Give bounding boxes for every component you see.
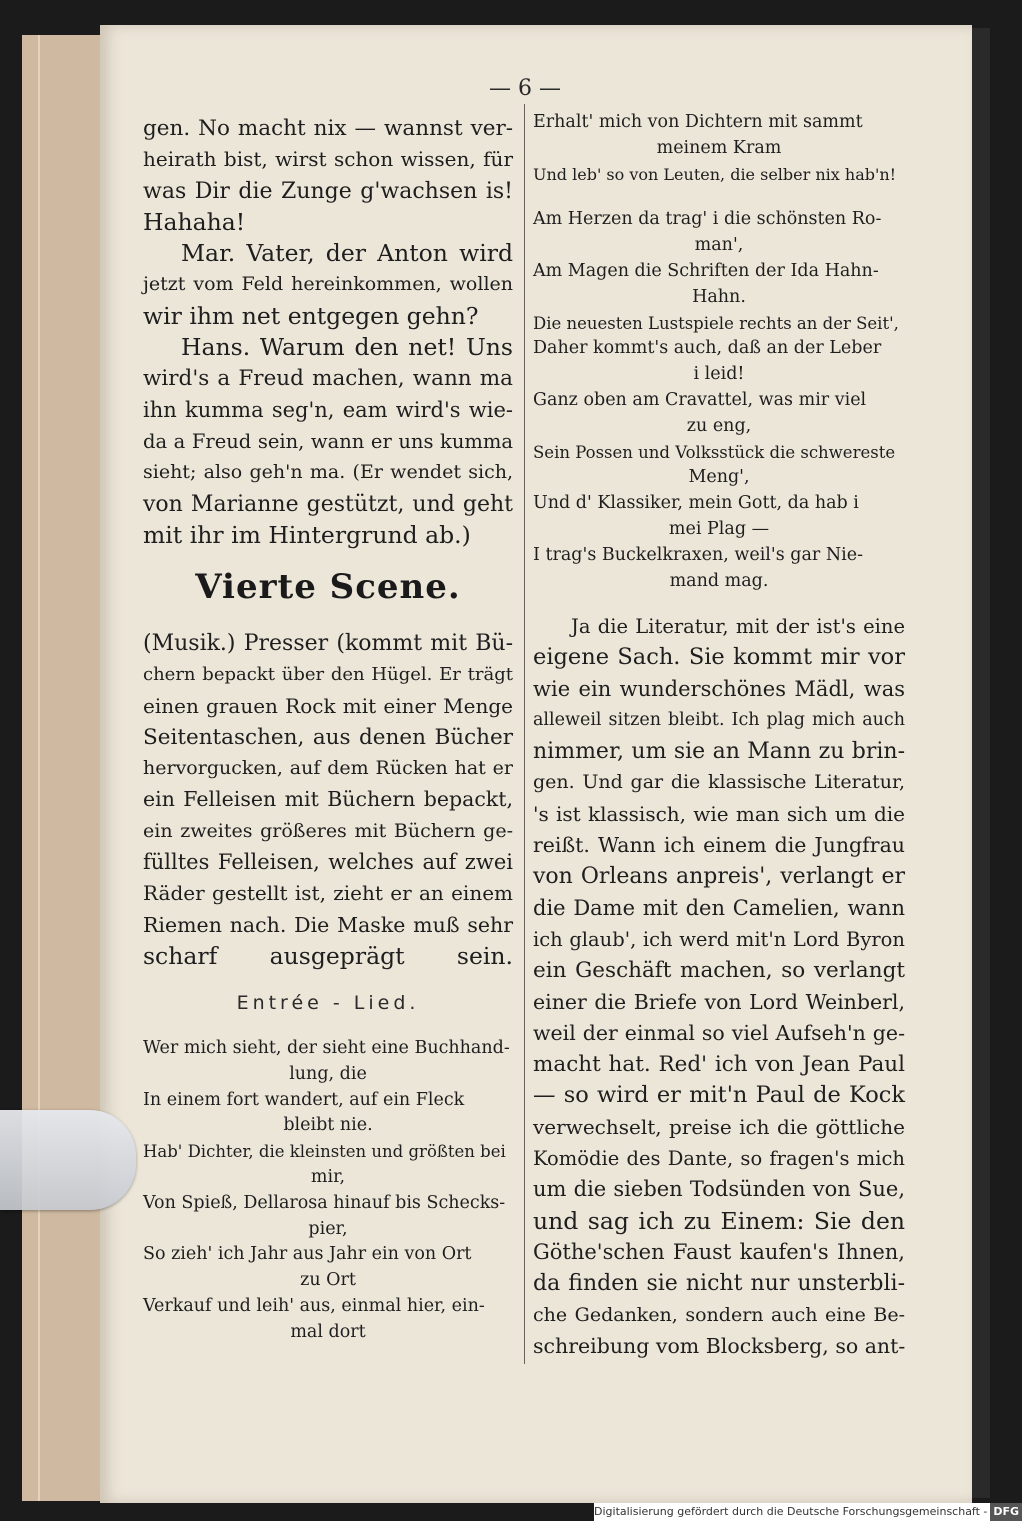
verse-line: In einem fort wandert, auf ein Fleck	[143, 1089, 465, 1110]
text-line: 's ist klassisch, wie man sich um die	[533, 801, 905, 826]
text-line: ich glaub', ich werd mit'n Lord Byron	[533, 927, 905, 951]
scan-clip	[0, 1110, 136, 1210]
text-line: Ja die Literatur, mit der ist's eine	[571, 615, 905, 638]
verse-line-continued: pier,	[308, 1218, 348, 1239]
text-line: weil der einmal so viel Aufseh'n ge-	[533, 1020, 905, 1045]
dfg-badge: DFG	[990, 1503, 1022, 1521]
text-line: hervorgucken, auf dem Rücken hat er	[143, 757, 513, 780]
text-line: von Orleans anpreis', verlangt er	[533, 864, 905, 890]
verse-line-continued: zu Ort	[300, 1270, 356, 1291]
verse-line: Die neuesten Lustspiele rechts an der Seit',	[533, 313, 899, 333]
text-line: ein Geschäft machen, so verlangt	[533, 958, 905, 984]
text-line: (Musik.) Presser (kommt mit Bü-	[143, 631, 513, 656]
text-line: Mar. Vater, der Anton wird	[181, 239, 513, 268]
song-title: Entrée - Lied.	[236, 992, 420, 1014]
text-line: reißt. Wann ich einem die Jungfrau	[533, 833, 905, 858]
text-line: Hans. Warum den net! Uns	[181, 333, 513, 362]
page-right-shadow	[972, 28, 990, 1498]
scene-heading: Vierte Scene.	[195, 567, 461, 607]
verse-line: Und d' Klassiker, mein Gott, da hab i	[533, 493, 859, 514]
text-line: einer die Briefe von Lord Weinberl,	[533, 989, 905, 1014]
verse-line: Sein Possen und Volksstück die schwereste	[533, 442, 896, 462]
text-line: die Dame mit den Camelien, wann	[533, 895, 905, 920]
text-line: scharf ausgeprägt sein.	[143, 941, 513, 970]
verse-line: Ganz oben am Cravattel, was mir viel	[533, 389, 867, 410]
text-line: wie ein wunderschönes Mädl, was	[533, 676, 905, 701]
verse-line-continued: mand mag.	[669, 570, 769, 591]
text-line: wir ihm net entgegen gehn?	[143, 301, 479, 330]
text-line: sieht; also geh'n ma. (Er wendet sich,	[143, 461, 513, 484]
verse-line: Verkauf und leih' aus, einmal hier, ein-	[143, 1295, 485, 1316]
verse-line-continued: mei Plag —	[668, 518, 770, 539]
text-line: schreibung vom Blocksberg, so ant-	[533, 1333, 906, 1358]
text-line: alleweil sitzen bleibt. Ich plag mich auch	[533, 709, 905, 730]
verse-line: Und leb' so von Leuten, die selber nix hab'n!	[533, 164, 897, 184]
text-line: um die sieben Todsünden von Sue,	[533, 1177, 905, 1202]
text-line: ein zweites größeres mit Büchern ge-	[143, 819, 513, 842]
text-line: ihn kumma seg'n, eam wird's wie-	[143, 397, 513, 422]
text-line: verwechselt, preise ich die göttliche	[533, 1114, 905, 1139]
verse-line: Erhalt' mich von Dichtern mit sammt	[533, 112, 863, 132]
left-column	[143, 113, 513, 551]
text-line: — so wird er mit'n Paul de Kock	[533, 1082, 905, 1109]
verse-line-continued: lung, die	[289, 1063, 367, 1084]
verse-line-continued: Hahn.	[692, 286, 746, 307]
text-line: ein Felleisen mit Büchern bepackt,	[143, 787, 513, 812]
text-line: gen. No macht nix — wannst ver-	[143, 116, 513, 141]
text-line: und sag ich zu Einem: Sie den	[533, 1206, 905, 1235]
text-line: wird's a Freud machen, wann ma	[143, 366, 513, 392]
text-line: eigene Sach. Sie kommt mir vor	[533, 644, 905, 671]
verse-line-continued: Meng',	[688, 467, 750, 488]
text-line: Räder gestellt ist, zieht er an einem	[143, 881, 513, 906]
dfg-footer	[594, 1503, 1020, 1521]
text-line: Seitentaschen, aus denen Bücher	[143, 724, 513, 750]
left-verse	[143, 1036, 513, 1346]
page-number: — 6 —	[489, 76, 561, 101]
column-divider	[524, 104, 525, 1364]
text-line: mit ihr im Hintergrund ab.)	[143, 520, 471, 549]
text-line: da a Freud sein, wann er uns kumma	[143, 429, 513, 453]
right-verse	[533, 110, 905, 594]
text-line: heirath bist, wirst schon wissen, für	[143, 147, 513, 172]
footer-text: Digitalisierung gefördert durch die Deutsche Forschungsgemeinschaft -	[594, 1505, 988, 1518]
text-line: macht hat. Red' ich von Jean Paul	[533, 1052, 905, 1078]
text-line: che Gedanken, sondern auch eine Be-	[533, 1303, 905, 1326]
book-board-edge	[22, 35, 103, 1501]
verse-line: Am Magen die Schriften der Ida Hahn-	[533, 260, 879, 281]
text-line: Hahaha!	[143, 207, 246, 236]
verse-line-continued: mir,	[310, 1166, 346, 1187]
verse-line-continued: bleibt nie.	[283, 1115, 373, 1136]
text-line: da finden sie nicht nur unsterbli-	[533, 1271, 905, 1297]
text-line: chern bepackt über den Hügel. Er trägt	[143, 664, 513, 686]
verse-line: Hab' Dichter, die kleinsten und größten bei	[143, 1142, 506, 1162]
verse-line: Wer mich sieht, der sieht eine Buchhand-	[143, 1038, 510, 1058]
text-line: Komödie des Dante, so fragen's mich	[533, 1147, 905, 1171]
text-line: jetzt vom Feld hereinkommen, wollen	[143, 273, 513, 296]
verse-line: Am Herzen da trag' i die schönsten Ro-	[533, 209, 882, 230]
verse-line-continued: man',	[694, 235, 744, 256]
text-line: fülltes Felleisen, welches auf zwei	[143, 850, 513, 875]
text-line: Riemen nach. Die Maske muß sehr	[143, 912, 513, 937]
stage-direction	[143, 628, 513, 972]
verse-line: Daher kommt's auch, daß an der Leber	[533, 338, 882, 359]
text-line: gen. Und gar die klassische Literatur,	[533, 771, 905, 794]
right-prose	[533, 611, 905, 1362]
text-line: einen grauen Rock mit einer Menge	[143, 693, 513, 718]
text-line: von Marianne gestützt, und geht	[143, 491, 513, 517]
text-line: Göthe'schen Faust kaufen's Ihnen,	[533, 1239, 905, 1264]
verse-line: I trag's Buckelkraxen, weil's gar Nie-	[533, 544, 864, 565]
verse-line-continued: zu eng,	[686, 415, 752, 436]
verse-line-continued: i leid!	[693, 364, 745, 385]
text-line: nimmer, um sie an Mann zu brin-	[533, 739, 905, 765]
verse-line-continued: meinem Kram	[656, 137, 782, 158]
text-line: was Dir die Zunge g'wachsen is!	[143, 178, 513, 204]
verse-line: Von Spieß, Dellarosa hinauf bis Schecks-	[143, 1192, 506, 1213]
verse-line-continued: mal dort	[290, 1321, 366, 1342]
verse-line: So zieh' ich Jahr aus Jahr ein von Ort	[143, 1244, 472, 1265]
